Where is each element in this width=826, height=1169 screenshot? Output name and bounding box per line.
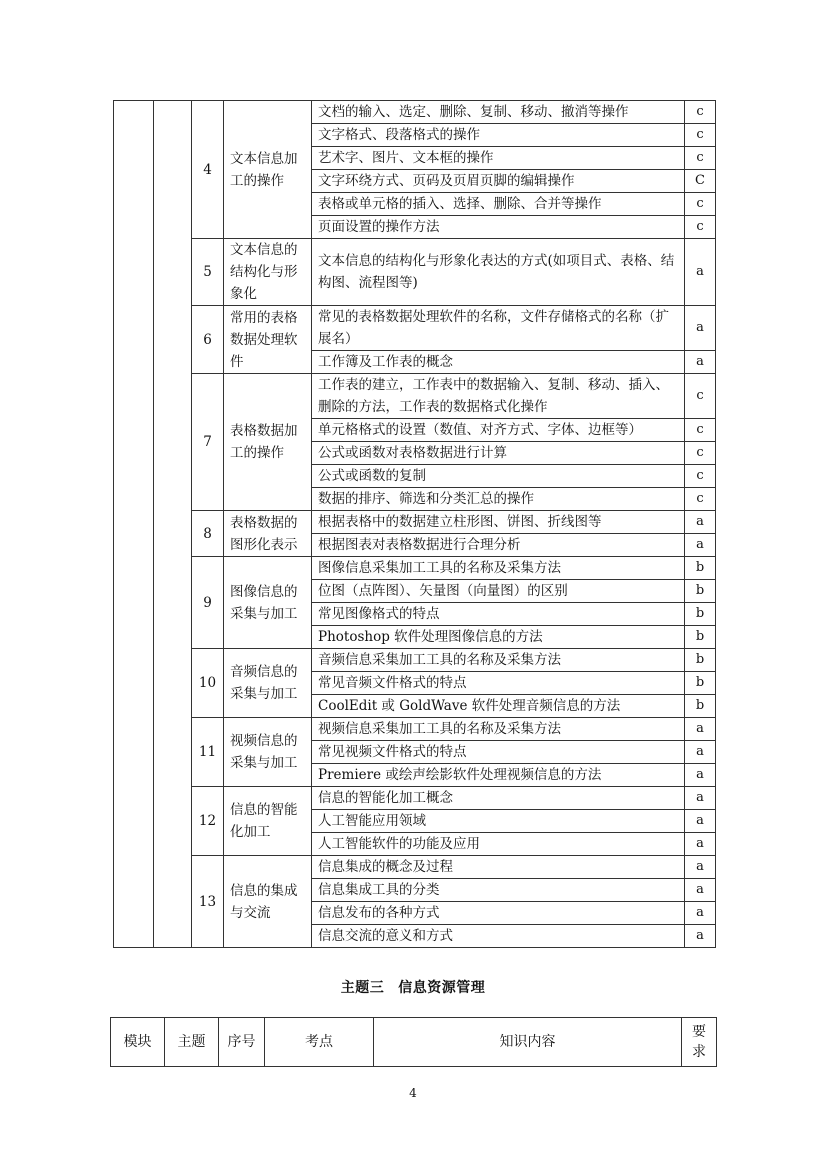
content-cell: 公式或函数的复制 [312,465,685,488]
table-row [114,787,716,810]
content-cell: 根据表格中的数据建立柱形图、饼图、折线图等 [312,511,685,534]
content-cell: 位图（点阵图）、矢量图（向量图）的区别 [312,580,685,603]
content-cell: 信息集成工具的分类 [312,879,685,902]
topic-cell: 视频信息的采集与加工 [224,718,312,787]
content-cell: 文字格式、段落格式的操作 [312,124,685,147]
table-row [114,649,716,672]
level-cell: b [685,672,716,695]
content-cell: 表格或单元格的插入、选择、删除、合并等操作 [312,193,685,216]
topic-cell: 信息的集成与交流 [224,856,312,948]
table-row [114,101,716,124]
content-cell: 文档的输入、选定、删除、复制、移动、撤消等操作 [312,101,685,124]
content-cell: 艺术字、图片、文本框的操作 [312,147,685,170]
content-cell: 文本信息的结构化与形象化表达的方式(如项目式、表格、结构图、流程图等) [312,239,685,306]
content-cell: 公式或函数对表格数据进行计算 [312,442,685,465]
theme-cell [154,101,192,948]
header-content: 知识内容 [374,1018,682,1067]
level-cell: a [685,741,716,764]
level-cell: a [685,925,716,948]
page-number: 4 [409,1086,417,1100]
level-cell: c [685,419,716,442]
level-cell: b [685,557,716,580]
content-cell: 信息发布的各种方式 [312,902,685,925]
level-cell: a [685,764,716,787]
level-cell: c [685,442,716,465]
content-cell: 工作簿及工作表的概念 [312,351,685,374]
level-cell: b [685,695,716,718]
seq-cell: 11 [192,718,224,787]
table-row [114,239,716,306]
level-cell: b [685,649,716,672]
content-cell: 常见音频文件格式的特点 [312,672,685,695]
table-row [114,374,716,419]
topic-cell: 图像信息的采集与加工 [224,557,312,649]
table-row [114,557,716,580]
level-cell: a [685,810,716,833]
table-row [114,718,716,741]
level-cell: c [685,124,716,147]
section-title [0,977,826,997]
level-cell: C [685,170,716,193]
content-cell: 文字环绕方式、页码及页眉页脚的编辑操作 [312,170,685,193]
level-cell: a [685,718,716,741]
level-cell: a [685,306,716,351]
content-cell: 视频信息采集加工工具的名称及采集方法 [312,718,685,741]
seq-cell: 12 [192,787,224,856]
seq-cell: 9 [192,557,224,649]
content-cell: 信息集成的概念及过程 [312,856,685,879]
section-name: 信息资源管理 [398,980,486,996]
content-cell: 常见图像格式的特点 [312,603,685,626]
seq-cell: 6 [192,306,224,374]
topic-cell: 常用的表格数据处理软件 [224,306,312,374]
level-cell: a [685,856,716,879]
header-row [111,1018,717,1067]
topic-cell: 音频信息的采集与加工 [224,649,312,718]
content-cell: 根据图表对表格数据进行合理分析 [312,534,685,557]
content-cell: 数据的排序、筛选和分类汇总的操作 [312,488,685,511]
content-cell: 人工智能应用领域 [312,810,685,833]
level-cell: c [685,488,716,511]
seq-cell: 13 [192,856,224,948]
table-row [114,511,716,534]
topic-cell: 文本信息加工的操作 [224,101,312,239]
table-row [114,306,716,351]
level-cell: c [685,374,716,419]
level-cell: a [685,787,716,810]
level-cell: a [685,239,716,306]
content-cell: 信息的智能化加工概念 [312,787,685,810]
content-cell: 图像信息采集加工工具的名称及采集方法 [312,557,685,580]
level-cell: a [685,511,716,534]
seq-cell: 10 [192,649,224,718]
seq-cell: 7 [192,374,224,511]
content-cell: 常见视频文件格式的特点 [312,741,685,764]
level-cell: c [685,465,716,488]
seq-cell: 5 [192,239,224,306]
header-module: 模块 [111,1018,165,1067]
content-cell: 信息交流的意义和方式 [312,925,685,948]
header-theme: 主题 [165,1018,219,1067]
level-cell: a [685,351,716,374]
topic-cell: 文本信息的结构化与形象化 [224,239,312,306]
content-cell: 单元格格式的设置（数值、对齐方式、字体、边框等） [312,419,685,442]
seq-cell: 4 [192,101,224,239]
level-cell: b [685,626,716,649]
level-cell: a [685,902,716,925]
level-cell: c [685,101,716,124]
content-cell: Premiere 或绘声绘影软件处理视频信息的方法 [312,764,685,787]
content-cell: CoolEdit 或 GoldWave 软件处理音频信息的方法 [312,695,685,718]
header-seq: 序号 [219,1018,265,1067]
level-cell: b [685,580,716,603]
knowledge-table [113,100,716,948]
level-cell: a [685,534,716,557]
level-cell: b [685,603,716,626]
next-table-header [110,1017,717,1067]
topic-cell: 表格数据加工的操作 [224,374,312,511]
table-row [114,856,716,879]
level-cell: a [685,879,716,902]
topic-cell: 表格数据的图形化表示 [224,511,312,557]
content-cell: Photoshop 软件处理图像信息的方法 [312,626,685,649]
level-cell: c [685,147,716,170]
content-cell: 常见的表格数据处理软件的名称，文件存储格式的名称（扩展名） [312,306,685,351]
content-cell: 人工智能软件的功能及应用 [312,833,685,856]
topic-cell: 信息的智能化加工 [224,787,312,856]
level-cell: c [685,216,716,239]
header-topic: 考点 [265,1018,374,1067]
section-label: 主题三 [340,980,385,996]
level-cell: c [685,193,716,216]
content-cell: 页面设置的操作方法 [312,216,685,239]
content-cell: 音频信息采集加工工具的名称及采集方法 [312,649,685,672]
seq-cell: 8 [192,511,224,557]
content-cell: 工作表的建立，工作表中的数据输入、复制、移动、插入、删除的方法，工作表的数据格式化操作 [312,374,685,419]
header-requirement: 要求 [682,1018,717,1067]
level-cell: a [685,833,716,856]
module-cell [114,101,154,948]
